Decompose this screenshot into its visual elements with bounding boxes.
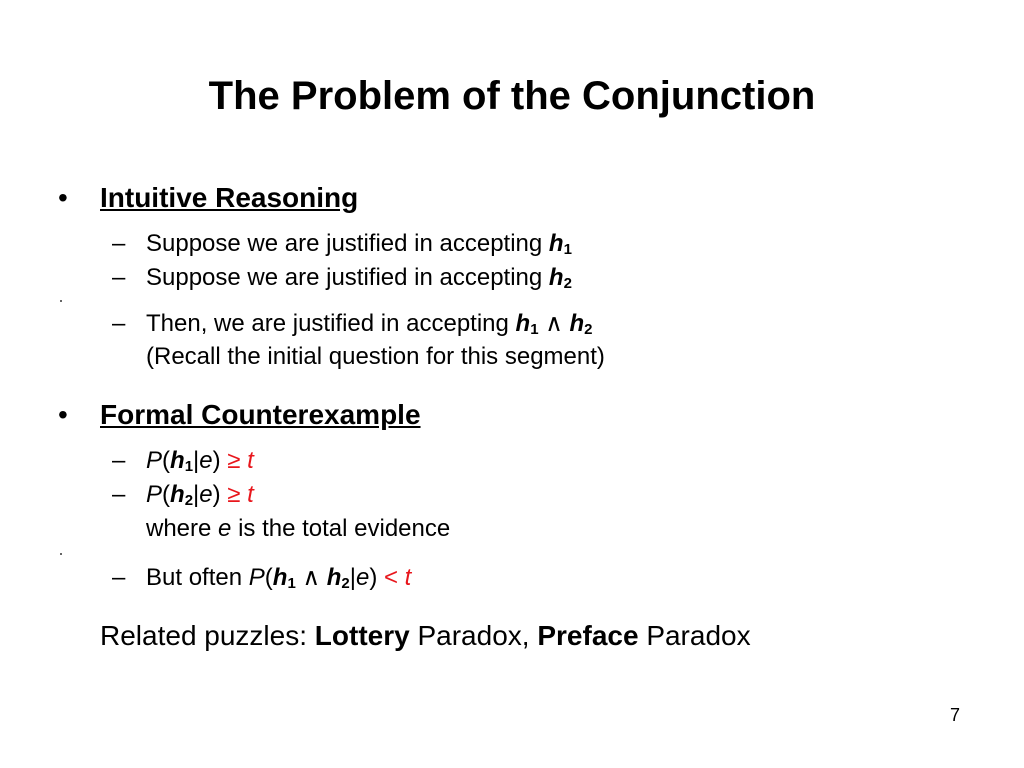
where-text-rest: is the total evidence	[238, 515, 451, 542]
subscript: 2	[563, 275, 572, 292]
bar: |	[193, 481, 200, 508]
p-symbol: P	[146, 481, 163, 508]
bullet-intuitive-reasoning	[58, 181, 358, 215]
dash: –	[112, 481, 126, 508]
sub-item-accept-h2	[112, 263, 572, 293]
dash: –	[112, 447, 126, 474]
t-symbol: t	[404, 564, 412, 591]
and-symbol: ∧	[302, 564, 321, 591]
sub-item-where	[146, 514, 450, 544]
sub-item-p-h2	[112, 480, 254, 510]
geq-symbol: ≥	[227, 481, 241, 508]
paradox-text: Paradox,	[417, 620, 530, 651]
subscript: 2	[184, 492, 194, 509]
sub-item-text: Then, we are justified in accepting	[146, 310, 509, 337]
h-symbol: h	[326, 564, 342, 591]
sub-item-but-often	[112, 563, 411, 593]
subscript: 2	[584, 321, 593, 338]
p-symbol: P	[248, 564, 265, 591]
subscript: 1	[184, 458, 194, 475]
paren: )	[369, 564, 378, 591]
subscript: 1	[530, 321, 539, 338]
e-symbol: e	[199, 481, 213, 508]
subscript: 1	[287, 575, 296, 592]
bullet-dot: •	[58, 182, 68, 213]
and-symbol: ∧	[545, 310, 563, 337]
paren: )	[212, 447, 221, 474]
dash: –	[112, 264, 126, 291]
e-symbol: e	[199, 447, 213, 474]
page-number: 7	[950, 705, 961, 725]
geq-symbol: ≥	[227, 447, 241, 474]
t-symbol: t	[247, 481, 254, 508]
preface-label: Preface	[537, 620, 639, 651]
dash: –	[112, 310, 126, 337]
paren: (	[264, 564, 273, 591]
bullet-dot: •	[58, 399, 68, 430]
paren: (	[162, 447, 171, 474]
paren: )	[212, 481, 221, 508]
h-symbol: h	[170, 481, 185, 508]
sub-item-text: But often	[146, 564, 243, 591]
paren: (	[162, 481, 171, 508]
p-symbol: P	[146, 447, 163, 474]
bar: |	[349, 564, 356, 591]
h-symbol: h	[272, 564, 288, 591]
h-symbol: h	[170, 447, 185, 474]
bullet-formal-counterexample	[58, 398, 421, 432]
paradox-text: Paradox	[646, 620, 751, 651]
small-mark	[60, 553, 62, 555]
sub-item-text: Suppose we are justified in accepting	[146, 230, 543, 257]
sub-item-text: Suppose we are justified in accepting	[146, 264, 543, 291]
dash: –	[112, 564, 126, 591]
bullet-heading: Intuitive Reasoning	[100, 182, 359, 213]
lottery-label: Lottery	[314, 620, 410, 651]
h-symbol: h	[515, 310, 531, 337]
h-symbol: h	[548, 230, 564, 257]
e-symbol: e	[355, 564, 370, 591]
bar: |	[193, 447, 200, 474]
t-symbol: t	[247, 447, 254, 474]
h-symbol: h	[548, 264, 564, 291]
where-text: where	[146, 515, 212, 542]
subscript: 2	[341, 575, 350, 592]
dash: –	[112, 230, 126, 257]
sub-item-accept-h1	[112, 229, 572, 259]
related-puzzles	[100, 619, 751, 653]
sub-item-then	[112, 309, 593, 339]
h-symbol: h	[569, 310, 585, 337]
subscript: 1	[563, 241, 572, 258]
e-symbol: e	[218, 515, 232, 542]
related-prefix: Related puzzles:	[100, 620, 308, 651]
sub-item-p-h1	[112, 446, 254, 476]
slide-title: The Problem of the Conjunction	[208, 74, 816, 118]
small-mark	[60, 300, 62, 302]
bullet-heading: Formal Counterexample	[100, 399, 421, 430]
lt-symbol: <	[383, 564, 398, 591]
sub-item-recall: (Recall the initial question for this segment)	[146, 343, 605, 370]
